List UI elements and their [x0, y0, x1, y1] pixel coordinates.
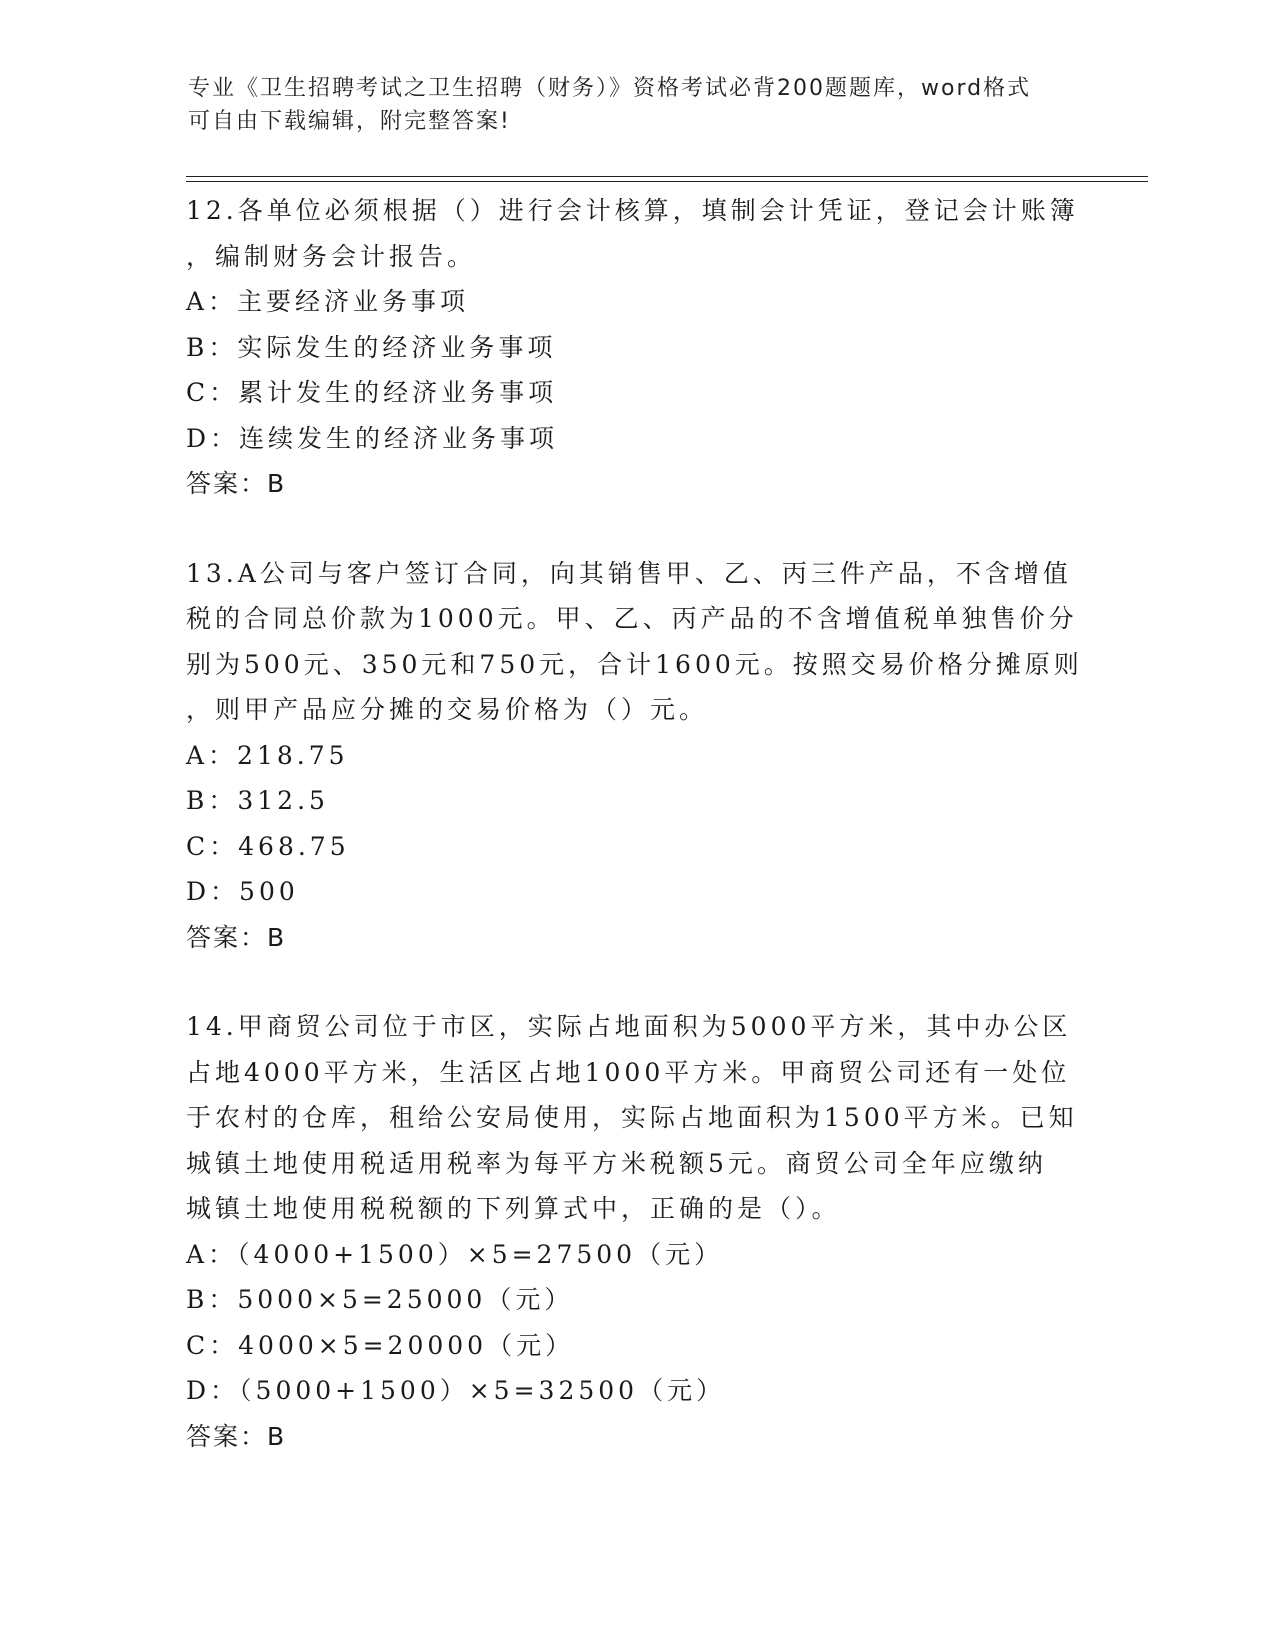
option-c: C：468.75	[186, 831, 350, 861]
question-13	[186, 551, 1086, 961]
question-text: 别为500元、350元和750元，合计1600元。按照交易价格分摊原则	[186, 649, 1083, 679]
question-14	[186, 1004, 1086, 1459]
question-12	[186, 188, 1086, 507]
option-a: A：（4000+1500）×5=27500（元）	[186, 1239, 724, 1269]
question-text: 12.各单位必须根据（）进行会计核算，填制会计凭证，登记会计账簿	[186, 196, 1079, 225]
option-c: C：4000×5=20000（元）	[186, 1330, 575, 1360]
header-line: 可自由下载编辑，附完整答案!	[188, 109, 511, 134]
document-header	[188, 72, 1068, 138]
question-text: 税的合同总价款为1000元。甲、乙、丙产品的不含增值税单独售价分	[186, 604, 1078, 633]
question-text: 14.甲商贸公司位于市区，实际占地面积为5000平方米，其中办公区	[186, 1012, 1072, 1041]
option-d: D：（5000+1500）×5=32500（元）	[186, 1376, 726, 1405]
option-b: B：5000×5=25000（元）	[186, 1285, 574, 1314]
option-d: D：连续发生的经济业务事项	[186, 423, 559, 453]
header-divider	[186, 176, 1148, 177]
header-line: 专业《卫生招聘考试之卫生招聘（财务）》资格考试必背200题题库，word格式	[188, 76, 1032, 101]
header-divider	[186, 181, 1148, 182]
option-a: A：主要经济业务事项	[186, 287, 470, 316]
question-text: ，则甲产品应分摊的交易价格为（）元。	[186, 695, 709, 724]
option-d: D：500	[186, 877, 299, 906]
option-a: A：218.75	[186, 740, 349, 770]
answer-text: 答案：B	[186, 469, 287, 498]
question-text: 13.A公司与客户签订合同，向其销售甲、乙、丙三件产品，不含增值	[186, 558, 1072, 588]
option-b: B：实际发生的经济业务事项	[186, 332, 557, 362]
answer-text: 答案：B	[186, 1421, 287, 1451]
option-c: C：累计发生的经济业务事项	[186, 378, 558, 407]
option-b: B：312.5	[186, 786, 329, 815]
question-text: 占地4000平方米，生活区占地1000平方米。甲商贸公司还有一处位	[186, 1057, 1071, 1087]
question-text: 城镇土地使用税适用税率为每平方米税额5元。商贸公司全年应缴纳	[186, 1148, 1047, 1178]
question-text: 于农村的仓库，租给公安局使用，实际占地面积为1500平方米。已知	[186, 1103, 1078, 1132]
question-text: 城镇土地使用税税额的下列算式中，正确的是（）。	[186, 1194, 841, 1223]
question-list	[186, 188, 1086, 1503]
answer-text: 答案：B	[186, 922, 287, 952]
question-text: ，编制财务会计报告。	[186, 241, 477, 271]
